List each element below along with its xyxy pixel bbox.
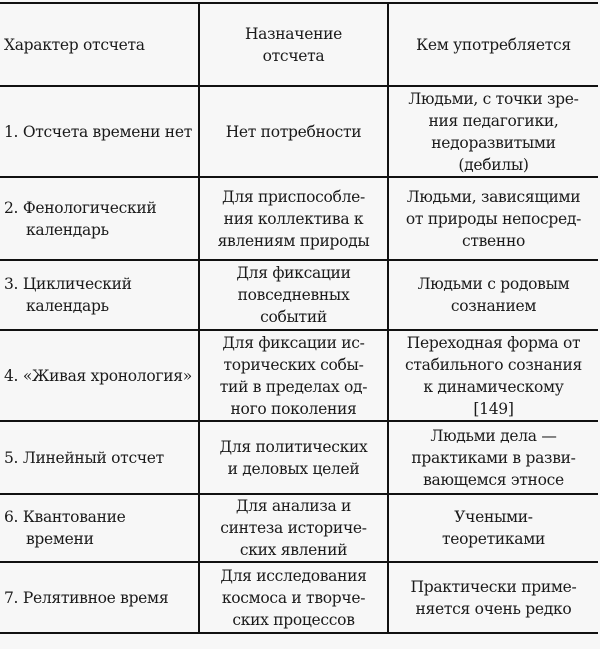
header-row	[0, 3, 598, 86]
cell-text: ских явлений	[239, 541, 348, 559]
cell-text: космоса и творче-	[221, 588, 366, 607]
cell-text: 3. Циклический	[4, 275, 132, 293]
cell-text: ственно	[461, 231, 526, 250]
cell-text: Учеными-	[454, 508, 533, 526]
cell-text: 6. Квантование	[4, 508, 126, 526]
cell-text: торических собы-	[223, 355, 364, 374]
header-text: отсчета	[262, 46, 325, 65]
cell-text: Людьми, с точки зре-	[408, 89, 579, 108]
cell-text: теоретиками	[441, 530, 546, 548]
header-purpose	[199, 3, 388, 86]
table-row	[0, 562, 598, 633]
cell-text: Людьми с родовым	[417, 275, 570, 293]
header-text: Характер отсчета	[4, 35, 145, 54]
cell-type	[0, 421, 199, 494]
cell-purpose	[199, 86, 388, 177]
cell-text: Для исследования	[220, 566, 367, 585]
cell-text: 2. Фенологический	[4, 198, 157, 217]
table-row	[0, 494, 598, 562]
cell-used-by	[388, 562, 598, 633]
cell-text: ния педагогики,	[428, 111, 559, 130]
cell-text: 4. «Живая	[4, 366, 86, 385]
cell-purpose	[199, 562, 388, 633]
cell-text: тий в пределах од-	[219, 377, 368, 396]
cell-text: календарь	[26, 297, 109, 315]
cell-text: Для фиксации	[236, 264, 351, 282]
cell-text: практиками в разви-	[411, 448, 576, 467]
cell-text: Для анализа и	[235, 497, 352, 515]
cell-used-by	[388, 330, 598, 421]
cell-text: Людьми дела —	[430, 426, 557, 445]
table-row	[0, 260, 598, 330]
cell-text: нет	[164, 122, 192, 141]
cell-purpose	[199, 177, 388, 260]
cell-type	[0, 86, 199, 177]
cell-text: явлениям природы	[217, 231, 370, 250]
cell-type	[0, 260, 199, 330]
cell-used-by	[388, 421, 598, 494]
cell-type	[0, 330, 199, 421]
cell-used-by	[388, 260, 598, 330]
cell-text: сознанием	[450, 297, 537, 315]
cell-text: к динамическому	[423, 377, 564, 396]
cell-type	[0, 494, 199, 562]
cell-used-by	[388, 494, 598, 562]
cell-text: Людьми, зависящими	[406, 187, 581, 206]
time-reckoning-table	[0, 2, 598, 634]
cell-used-by	[388, 86, 598, 177]
cell-type	[0, 177, 199, 260]
table-row	[0, 330, 598, 421]
cell-text: повседневных	[237, 286, 350, 304]
cell-text: синтеза историче-	[220, 519, 367, 537]
cell-text: ния коллектива к	[223, 209, 364, 228]
cell-text: недоразвитыми	[431, 133, 556, 152]
header-text: Назначение	[244, 24, 343, 43]
cell-text: Практически приме-	[410, 577, 577, 596]
cell-text: Переходная форма от	[406, 333, 581, 352]
table-row	[0, 177, 598, 260]
cell-text: Нет потребности	[225, 122, 362, 141]
cell-text: Для приспособле-	[222, 187, 365, 206]
cell-text: от природы непосред-	[405, 209, 582, 228]
header-type	[0, 3, 199, 86]
cell-text: хронология»	[90, 366, 192, 385]
cell-text: ного поколения	[230, 399, 357, 418]
table-row	[0, 86, 598, 177]
cell-text: Для политических	[219, 437, 368, 456]
cell-text: Для фиксации ис-	[222, 333, 365, 352]
cell-text: событий	[260, 308, 327, 326]
cell-purpose	[199, 330, 388, 421]
cell-text: времени	[26, 530, 94, 548]
cell-text: 1. Отсчета времени	[4, 122, 161, 141]
cell-text: календарь	[26, 220, 109, 239]
cell-text: и деловых целей	[227, 459, 360, 478]
cell-text: стабильного сознания	[405, 355, 582, 374]
cell-text: 5. Линейный отсчет	[4, 448, 164, 467]
header-text: Кем употребляется	[416, 35, 571, 54]
cell-purpose	[199, 260, 388, 330]
cell-text: няется очень редко	[415, 599, 572, 618]
cell-used-by	[388, 177, 598, 260]
table-row	[0, 421, 598, 494]
cell-text: 7. Релятивное время	[4, 588, 169, 607]
cell-purpose	[199, 494, 388, 562]
citation-ref: [149]	[473, 399, 514, 418]
cell-purpose	[199, 421, 388, 494]
header-used-by	[388, 3, 598, 86]
cell-text: ских процессов	[232, 610, 355, 629]
cell-text: (дебилы)	[458, 155, 529, 174]
cell-text: вающемся этносе	[423, 470, 564, 489]
cell-type	[0, 562, 199, 633]
